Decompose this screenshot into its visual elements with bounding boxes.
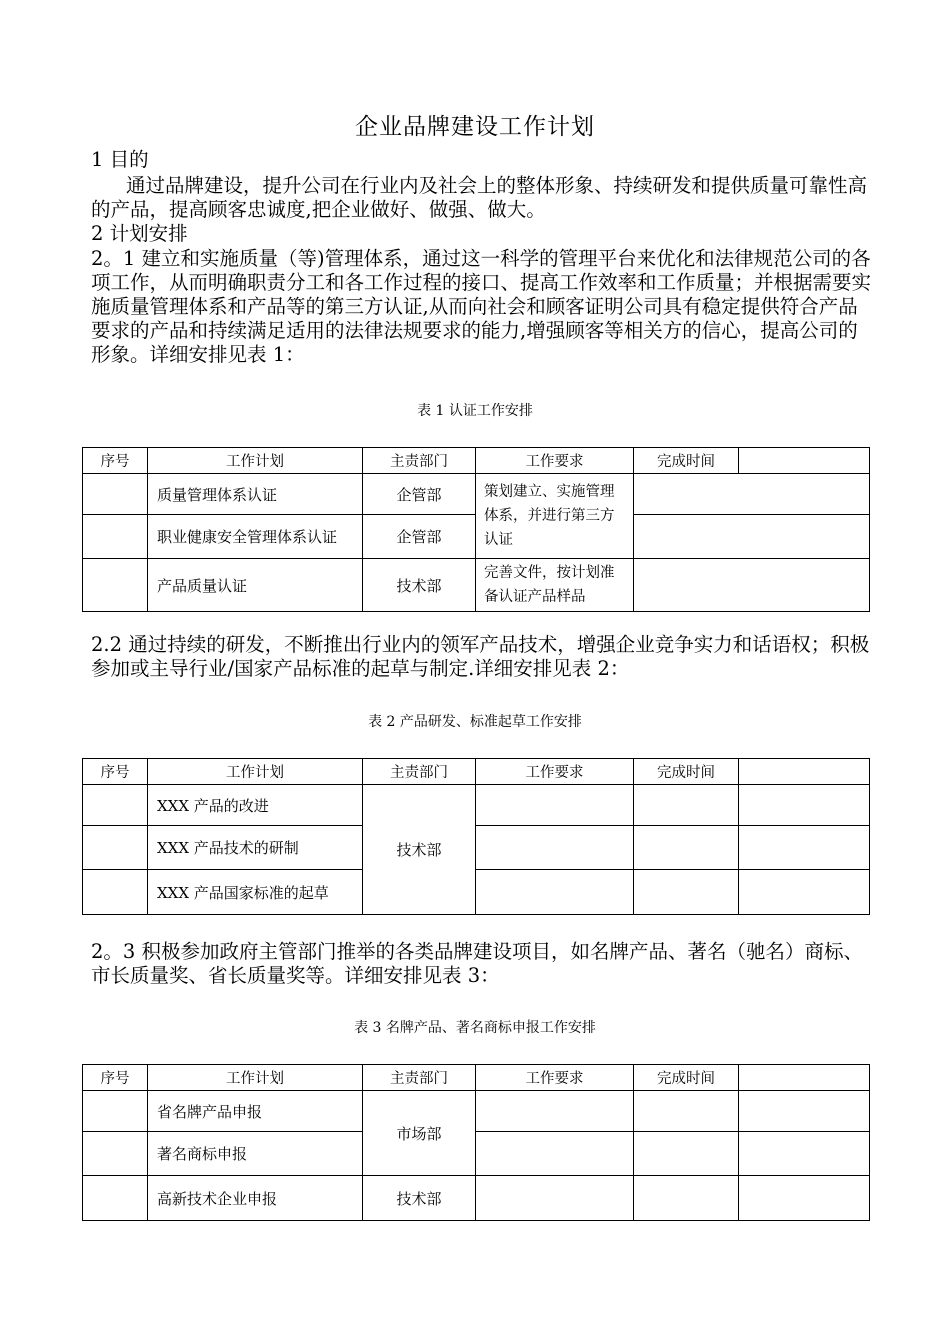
section1-text: 通过品牌建设，提升公司在行业内及社会上的整体形象、持续研发和提供质量可靠性高的产品，提高顾客忠诚度,把企业做好、做强、做大。 bbox=[91, 174, 868, 221]
table-row bbox=[83, 1176, 870, 1221]
table-row bbox=[83, 1091, 870, 1132]
section1-heading: 1 目的 bbox=[91, 148, 149, 171]
table3 bbox=[82, 1064, 870, 1221]
cell-extra bbox=[739, 1176, 870, 1221]
header-extra bbox=[739, 448, 870, 474]
table1 bbox=[82, 447, 870, 612]
header-plan: 工作计划 bbox=[148, 1065, 363, 1091]
cell-index bbox=[83, 474, 148, 515]
cell-index bbox=[83, 1091, 148, 1132]
cell-plan: 省名牌产品申报 bbox=[148, 1091, 363, 1132]
cell-deadline bbox=[634, 870, 739, 915]
cell-requirement bbox=[476, 826, 634, 870]
header-requirement: 工作要求 bbox=[476, 448, 634, 474]
header-dept: 主责部门 bbox=[363, 448, 476, 474]
table2 bbox=[82, 758, 870, 915]
cell-plan: 产品质量认证 bbox=[148, 559, 363, 612]
cell-dept: 技术部 bbox=[363, 785, 476, 915]
cell-deadline bbox=[634, 559, 870, 612]
header-extra bbox=[739, 759, 870, 785]
cell-index bbox=[83, 1176, 148, 1221]
section2-2-text: 2.2 通过持续的研发，不断推出行业内的领军产品技术，增强企业竞争实力和话语权；积极参加或主导行业/国家产品标准的起草与制定.详细安排见表 2： bbox=[91, 633, 870, 680]
header-dept: 主责部门 bbox=[363, 759, 476, 785]
header-requirement: 工作要求 bbox=[476, 1065, 634, 1091]
cell-requirement bbox=[476, 1132, 634, 1176]
header-plan: 工作计划 bbox=[148, 448, 363, 474]
table3-caption: 表 3 名牌产品、著名商标申报工作安排 bbox=[354, 1020, 596, 1036]
cell-plan: 著名商标申报 bbox=[148, 1132, 363, 1176]
header-extra bbox=[739, 1065, 870, 1091]
header-deadline: 完成时间 bbox=[634, 759, 739, 785]
cell-extra bbox=[739, 1091, 870, 1132]
cell-deadline bbox=[634, 515, 870, 559]
cell-plan: XXX 产品技术的研制 bbox=[148, 826, 363, 870]
section2-3-text: 2。3 积极参加政府主管部门推举的各类品牌建设项目，如名牌产品、著名（驰名）商标、市长质量奖、省长质量奖等。详细安排见表 3： bbox=[91, 940, 864, 987]
cell-dept: 企管部 bbox=[363, 474, 476, 515]
table2-header-row bbox=[83, 759, 870, 785]
cell-deadline bbox=[634, 1176, 739, 1221]
cell-requirement bbox=[476, 1091, 634, 1132]
cell-index bbox=[83, 870, 148, 915]
cell-extra bbox=[739, 785, 870, 826]
section2-heading: 2 计划安排 bbox=[91, 222, 188, 245]
cell-requirement bbox=[476, 1176, 634, 1221]
header-index: 序号 bbox=[83, 448, 148, 474]
cell-plan: XXX 产品的改进 bbox=[148, 785, 363, 826]
header-plan: 工作计划 bbox=[148, 759, 363, 785]
header-index: 序号 bbox=[83, 759, 148, 785]
cell-extra bbox=[739, 1132, 870, 1176]
cell-plan: XXX 产品国家标准的起草 bbox=[148, 870, 363, 915]
cell-dept: 技术部 bbox=[363, 559, 476, 612]
table1-caption: 表 1 认证工作安排 bbox=[417, 403, 533, 419]
cell-requirement bbox=[476, 785, 634, 826]
cell-deadline bbox=[634, 785, 739, 826]
cell-deadline bbox=[634, 1132, 739, 1176]
table-row bbox=[83, 826, 870, 870]
cell-dept: 技术部 bbox=[363, 1176, 476, 1221]
table3-header-row bbox=[83, 1065, 870, 1091]
table-row bbox=[83, 559, 870, 612]
cell-plan: 质量管理体系认证 bbox=[148, 474, 363, 515]
header-dept: 主责部门 bbox=[363, 1065, 476, 1091]
cell-deadline bbox=[634, 474, 870, 515]
table-row bbox=[83, 474, 870, 515]
cell-extra bbox=[739, 826, 870, 870]
section2-1-text: 2。1 建立和实施质量（等)管理体系，通过这一科学的管理平台来优化和法律规范公司的各项工作，从而明确职责分工和各工作过程的接口、提高工作效率和工作质量；并根据需要实施质量管理体系和产品等的第三方认证,从而向社会和顾客证明公司具有稳定提供符合产品要求的产品和持续满足适用的法律法规要求的能力,增强顾客等相关方的信心，提高公司的形象。详细安排见表 1： bbox=[91, 247, 872, 366]
table-row bbox=[83, 1132, 870, 1176]
cell-requirement bbox=[476, 870, 634, 915]
cell-deadline bbox=[634, 1091, 739, 1132]
cell-requirement: 完善文件，按计划准备认证产品样品 bbox=[476, 559, 634, 612]
cell-index bbox=[83, 515, 148, 559]
cell-extra bbox=[739, 870, 870, 915]
table2-caption: 表 2 产品研发、标准起草工作安排 bbox=[368, 714, 582, 730]
page-title: 企业品牌建设工作计划 bbox=[355, 114, 595, 140]
table-row bbox=[83, 785, 870, 826]
header-deadline: 完成时间 bbox=[634, 448, 739, 474]
header-deadline: 完成时间 bbox=[634, 1065, 739, 1091]
header-index: 序号 bbox=[83, 1065, 148, 1091]
cell-index bbox=[83, 559, 148, 612]
cell-requirement: 策划建立、实施管理体系，并进行第三方认证 bbox=[476, 474, 634, 559]
cell-plan: 高新技术企业申报 bbox=[148, 1176, 363, 1221]
table-row bbox=[83, 870, 870, 915]
cell-deadline bbox=[634, 826, 739, 870]
cell-index bbox=[83, 826, 148, 870]
header-requirement: 工作要求 bbox=[476, 759, 634, 785]
cell-index bbox=[83, 1132, 148, 1176]
table1-header-row bbox=[83, 448, 870, 474]
cell-dept: 企管部 bbox=[363, 515, 476, 559]
cell-index bbox=[83, 785, 148, 826]
cell-plan: 职业健康安全管理体系认证 bbox=[148, 515, 363, 559]
cell-dept: 市场部 bbox=[363, 1091, 476, 1176]
